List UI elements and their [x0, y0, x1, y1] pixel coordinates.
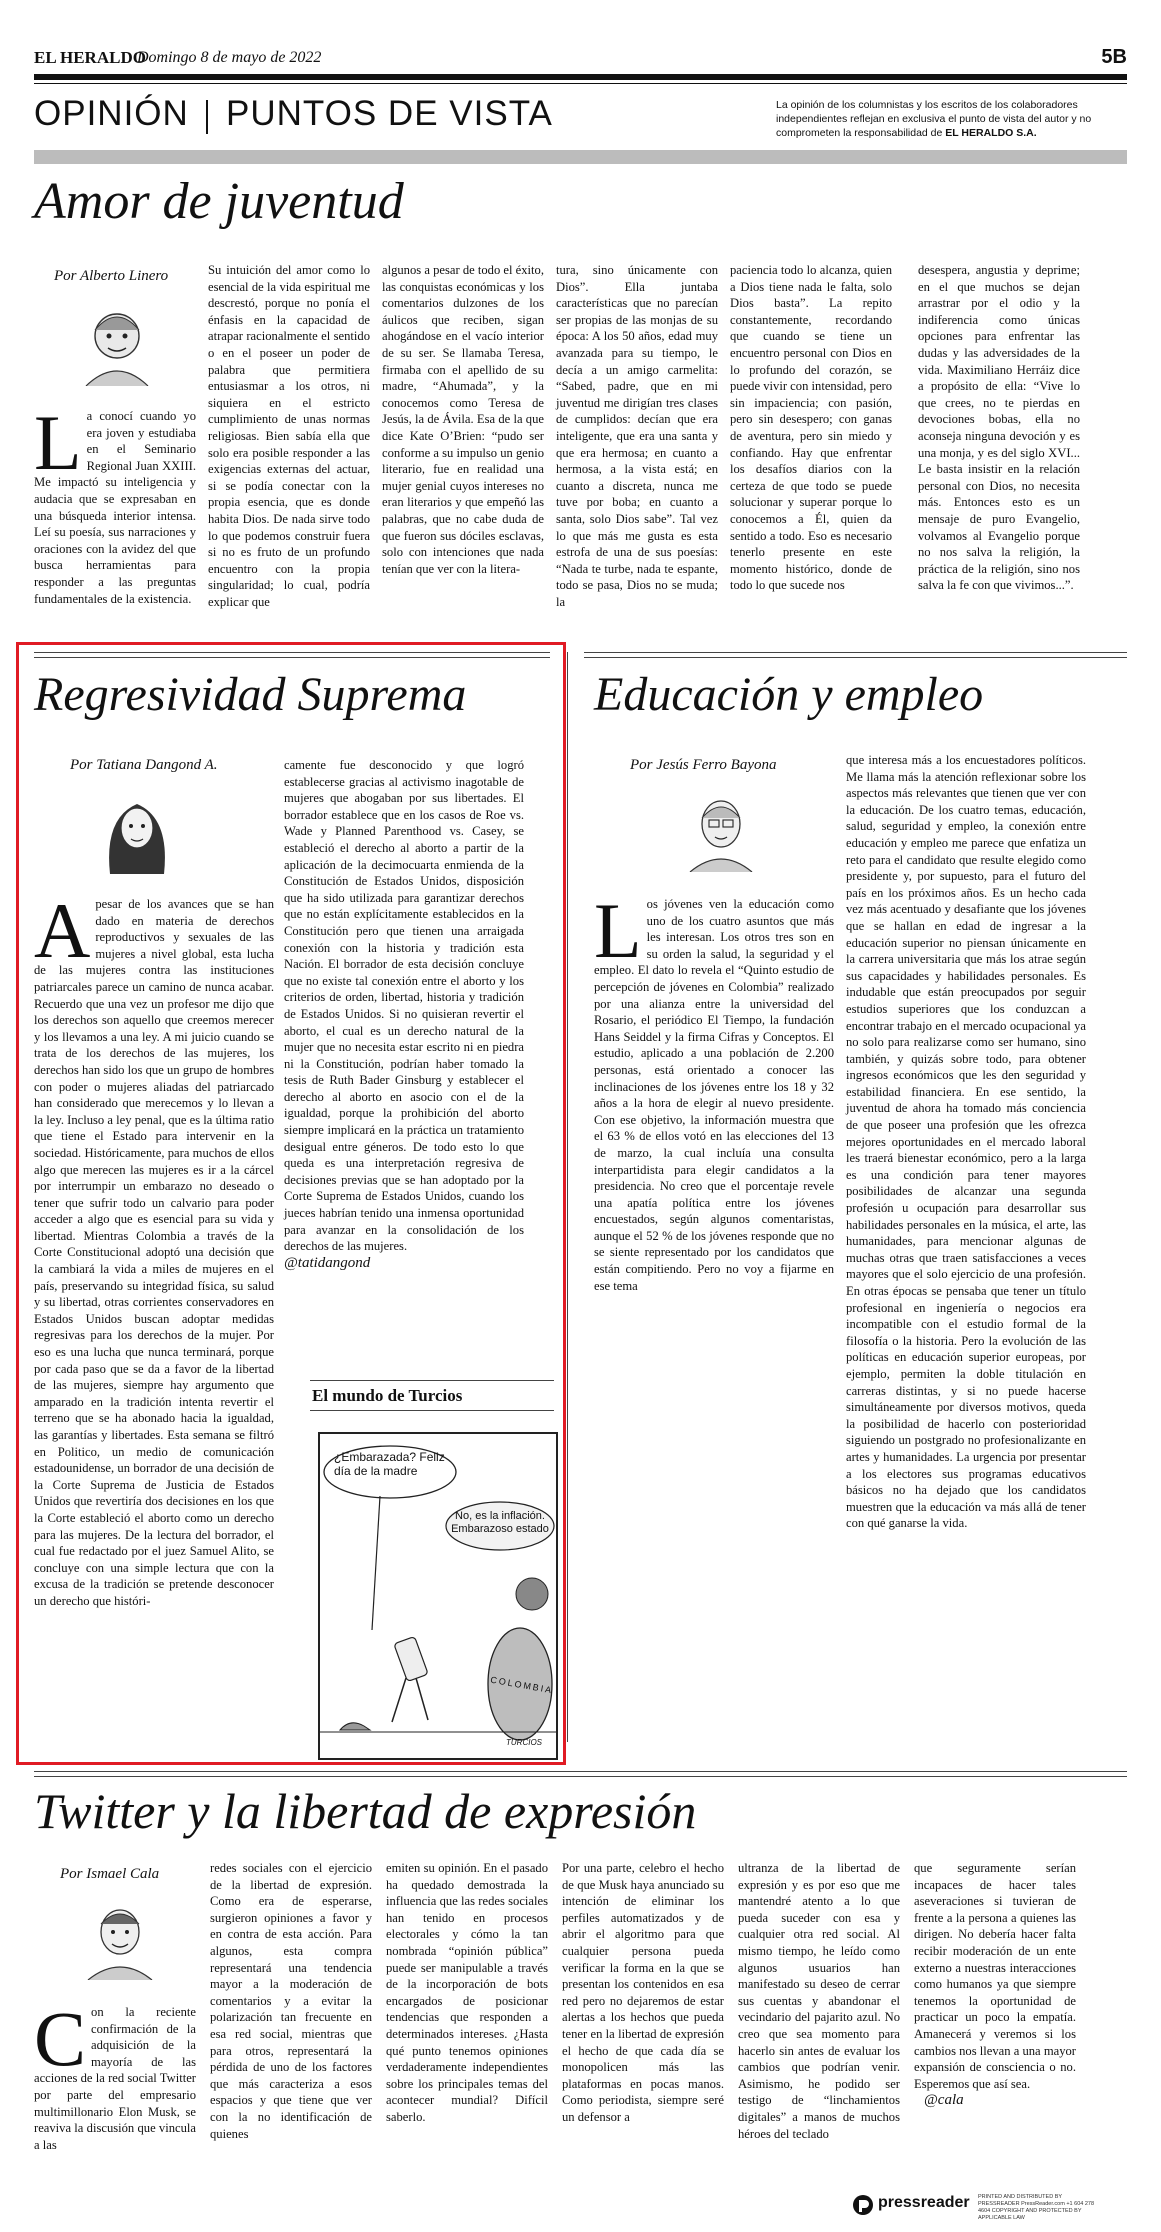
byline-regresividad: Por Tatiana Dangond A.: [70, 757, 218, 773]
twitter-col-3: emiten su opinión. En el pasado ha quedado demostrada la influencia que las redes sociales han tenido en procesos electorales y cómo la tan nombrada “opinión pública” puede ser manipulable a través de la incorporación de bots encargados de posicionar tendencias que responden a determinados intereses. ¿Hasta qué punto tenemos opiniones verdaderamente independientes sobre los principales temas del acontecer mundial? Difícil saberlo.: [386, 1861, 548, 2124]
amor-col-5: paciencia todo lo alcanza, quien a Dios tiene nada le falta, solo Dios basta”. La repito constantemente, recordando que cuando se tiene un encuentro personal con Dios en lo profundo del corazón, se puede vivir con intensidad, pero sin impaciencia; con pasión, pero sin desespero; con ganas de aventura, pero sin miedo y confiando. Hay que enfrentar los desafíos diarios con la certeza de que todo se puede solucionar y superar porque lo conocemos a Él, quien da sentido a todo. Eso es necesario tenerlo presente en este momento histórico, donde de todo lo que sucede nos: [730, 263, 892, 593]
dropcap-twitter: C: [34, 1995, 87, 2082]
twitter-col-1: C on la reciente confirmación de la adquisición de la mayoría de las acciones de la red social Twitter por parte del empresario multimillonario Elon Musk, se reaviva la discusión que vincula a las: [34, 1995, 196, 2152]
cartoon-bubble-2: No, es la inflación. Embarazoso estado: [451, 1510, 549, 1535]
author-portrait-ferro: [676, 782, 766, 872]
twitter-col-6: que seguramente serían incapaces de hacer tales aseveraciones si tuvieran de frente a la persona a quienes las dirigen. No debería hacer falta recibir moderación de un ente externo a nuestras interacciones como humanos ya que siempre tenemos la oportunidad de practicar un poco la empatía. Amanecerá y veremos si los cambios nos llevan a una mayor expansión de consciencia o no. Esperemos que así sea. @cala: [914, 1861, 1076, 2109]
twitter-handle-cala: @cala: [924, 2092, 964, 2109]
divider-rule: [584, 652, 1127, 653]
regresividad-col-2: camente fue desconocido y que logró establecerse gracias al activismo inagotable de mujeres que abogaban por sus libertades. El borrador establece que en los casos de Roe vs. Wade y Planned Parenthood vs. Casey, se estableció el derecho al aborto a partir de la aplicación de la decimocuarta enmienda de la Constitución de Estados Unidos, disposición que ha sido utilizada para garantizar derechos que no están explícitamente establecidos en la Constitución pero que tienen una arraigada conexión con la historia y tradición esta Nación. El borrador de esta decisión concluye que no existe tal conexión entre el aborto y los criterios de orden, libertad, historia y tradición de Estados Unidos. Si no quisieran revertir el aborto, el cual es un derecho natural de la mujer que no necesita estar escrito ni en piedra ni la Constitución, podrían haber tomado la tesis de Ruth Bader Ginsburg y establecer el derecho al aborto en asocio con el de la igualdad, porque la prohibición del aborto siempre implicará en la práctica un tratamiento desigual entre géneros. De todo esto lo que queda es una interpretación regresiva de decisiones previas que se han adoptado por la Corte Suprema de Estados Unidos, cuando los jueces habrían tenido una inmensa oportunidad para avanzar en la consolidación de los derechos de las mujeres. @tatidangond: [284, 758, 524, 1271]
twitter-col-2: redes sociales con el ejercicio de la libertad de expresión. Como era de esperarse, surgieron opiniones a favor y en contra de esta acción. Para algunos, esta compra representará una tendencia mayor a la moderación de comentarios y a evitar la polarización tan frecuente en esa red social, mientras que para otros, representará la pérdida de uno de los factores que más caracteriza a esos espacios y que tiene que ver con la no identificación de quienes: [210, 1861, 372, 2141]
amor-col-6: desespera, angustia y deprime; en el que muchos se dejan arrastrar por el odio y la indiferencia como únicas opciones para enfrentar las dudas y las adversidades de la vida. Maximiliano Herráiz dice a propósito de ella: “Vive lo que crees, no te pierdas en devociones bobas, ella no aconseja ninguna devoción y es una monja, y es del siglo XVI... Le basta insistir en la relación personal con Dios, no necesita más. Entonces esto es un mensaje de puro Evangelio, volvamos al Evangelio porque no nos salva la religión, la práctica de la religión, sino nos salva la fe con que vivimos...”.: [918, 263, 1080, 593]
section-bar: [34, 150, 1127, 164]
author-portrait-linero: [72, 296, 162, 386]
dropcap-educacion: L: [594, 887, 642, 974]
section-title: OPINIÓN: [34, 94, 189, 133]
page-number: 5B: [1101, 46, 1127, 68]
pressreader-logo: pressreader: [878, 2194, 970, 2211]
twitter-col-5: ultranza de la libertad de expresión y es por eso que me mantendré atento a lo que pueda suceder con esa y cualquier otra red social. Al mismo tiempo, he leído como algunos usuarios han manifestado su deseo de cerrar sus cuentas y abandonar el vecindario del pajarito azul. No creo que sea momento para hacerlo sin antes de evaluar los cambios que podrían venir. Asimismo, he podido ser testigo de “linchamientos digitales” a manos de muchos héroes del teclado: [738, 1861, 900, 2141]
issue-date: Domingo 8 de mayo de 2022: [137, 49, 322, 66]
section-separator: [206, 100, 208, 134]
headline-twitter: Twitter y la libertad de expresión: [34, 1783, 697, 1839]
amor-col-3: algunos a pesar de todo el éxito, las conquistas económicas y los comentarios dulzones de los áulicos que reciben, sigan ahogándose en el vacío interior de su ser. Se llamaba Teresa, firmaba con el apellido de su madre, “Ahumada”, y la conocemos como Teresa de Jesús, la de Ávila. Esa de la que dice Kate O’Brien: “pudo ser conforme a su impulso un genio literario, fue en realidad una mujer genial cuyos intereses no eran literarios y que empeñó las palabras, que no cabe duda de que fueron sus dóciles esclavas, solo con intenciones que nada tenían que ver con la litera-: [382, 263, 544, 576]
masthead-rule-thin: [34, 83, 1127, 84]
headline-regresividad: Regresividad Suprema: [34, 668, 467, 721]
educacion-col-2: que interesa más a los encuestadores políticos. Me llama más la atención reflexionar sobre los aspectos más relevantes que tienen que ver con la educación. De los cuatro temas, educación, salud, seguridad y empleo, la conexión entre educación y empleo me parece que enfatiza un reto para el candidato que resulte elegido como presidente y, por supuesto, para el futuro del país en los próximos años. Es un hecho cada vez más acentuado y desafiante que los jóvenes que se hallan en edad de ingresar a la educación superior no piensan únicamente en la carrera universitaria que más los atrae según sus capacidades y habilidades personales. Es indudable que están preocupados por seguir estudios superiores que los conduzcan a encontrar trabajo en el mercado ocupacional ya no solo para realizarse como ser humano, sino también, y quizás sobre todo, para obtener ingresos económicos que les den seguridad y estabilidad financiera. En ese sentido, la juventud de ahora ha tomado más conciencia de que poseer una profesión que les ofrezca mejores oportunidades en el mercado laboral les traerá bienestar económico, pero a la larga es una condición para tener mayores posibilidades de alcanzar una segunda profesión u ocupación para desarrollar sus habilidades personales en la música, el arte, las humanidades, para mencionar algunas de muchas otras que traen satisfacciones a veces mayores que el solo ejercicio de una profesión. En otras épocas se pensaba que tener un título profesional en ingeniería o negocios era incompatible con el estudio formal de la filosofía o la historia. Pero la evolución de las políticas en educación superior europeas, por ejemplo, permiten la doble titulación en carreras distintas, y si no puede hacerse simultáneamente por diversos motivos, queda la posibilidad de hacerlo con posterioridad siguiendo un postgrado no profesionalizante en artes y humanidades. La urgencia por presentar a los electores sus programas educativos básicos no ha dejado que los candidatos muestren que la educación va más allá de tener con qué ganarse la vida.: [846, 753, 1086, 1531]
paper-name: EL HERALDO: [34, 48, 146, 67]
regresividad-col-1: A pesar de los avances que se han dado en materia de derechos reproductivos y sexuales de las mujeres a nivel global, esta lucha de las mujeres contra las instituciones patriarcales parece un camino de nunca acabar. Recuerdo que una vez un profesor me dijo que los derechos son aquello que creemos merecer y los llevamos a una ley. A mi juicio cuando se trata de los derechos de las mujeres, los derechos han sido los que un grupo de hombres con poder o mujeres aliadas del patriarcado han considerado que merecemos y lo llevan a la ley. Incluso a ley penal, que es la última ratio que tiene el Estado para intervenir en la sociedad. Históricamente, para muchos de ellos algo que merecen las mujeres es ir a la cárcel por interrumpir un embarazo no deseado o tener que sufrir todo un calvario para poder acceder a algo que es esencial para su vida y libertad. Mientras Colombia a través de la Corte Constitucional adoptó una decisión que la cambiará la vida a miles de mujeres en el país, preservando su integridad física, su salud y su libertad, otras corrientes conservadores en Estados Unidos buscan adoptar medidas regresivas para los derechos de la mujer. Por eso es una lucha que nunca terminará, porque por cada paso que se da a favor de la libertad de las mujeres, siempre hay argumento que amparado en la tradición intenta revertir el terreno que se ha abonado hacia la igualdad, las garantías y libertades. Esta semana se filtró en Politico, un medio de comunicación estadounidense, un borrador de una decisión de la Corte Suprema de Justicia de Estados Unidos que revertiría dos decisiones en los que la Corte estableció el aborto como un derecho para las mujeres. De la lectura del borrador, el cual fue redactado por el juez Samuel Alito, se concluye con una simple lectura que con la excusa de la tradición se pretende desconocer un derecho que históri-: [34, 887, 274, 1608]
amor-col-4: tura, sino únicamente con Dios”. Ella juntaba características que no parecían ser propias de las monjas de su época: A los 50 años, edad muy avanzada para su tiempo, le decía a un amigo carmelita: “Sabed, padre, que en mi juventud me dirigían tres clases de cumplidos: decían que era inteligente, que era una santa y que era hermosa; en cuanto a hermosa, a la vista está; en cuanto a discreta, nunca me tuve por boba; en cuanto a santa, solo Dios sabe”. Tal vez lo que más me gusta es esta estrofa de una de sus poesías: “Nada te turbe, nada te espante, todo se pasa, Dios no se muda; la: [556, 263, 718, 609]
twitter-col-4: Por una parte, celebro el hecho de que Musk haya anunciado su intención de eliminar los perfiles automatizados y de abrir el algoritmo para que cualquier persona pueda verificar la forma en la que se presentan los contenidos en esa red pero no dejaremos de estar alertas a los hechos que pueda tener en la libertad de expresión el hecho de que cada día se monopolicen más las plataformas en pocas manos. Como periodista, siempre seré un defensor a: [562, 1861, 724, 2124]
section-subtitle: PUNTOS DE VISTA: [226, 94, 553, 133]
headline-educacion: Educación y empleo: [594, 668, 984, 721]
cartoon-bubble-1: ¿Embarazada? Feliz día de la madre: [334, 1450, 445, 1478]
author-portrait-cala: [76, 1892, 164, 1980]
byline-educacion: Por Jesús Ferro Bayona: [630, 757, 777, 773]
byline-twitter: Por Ismael Cala: [60, 1866, 160, 1882]
dropcap-amor: L: [34, 399, 82, 486]
highlight-rectangle: [16, 642, 566, 1765]
twitter-handle-dangond: @tatidangond: [284, 1254, 371, 1271]
pressreader-fine-print: PRINTED AND DISTRIBUTED BY PRESSREADER PressReader.com +1 604 278 4604 COPYRIGHT AND PROTECTED BY APPLICABLE LAW: [978, 2194, 1095, 2221]
divider-rule: [34, 1771, 1127, 1772]
dropcap-regresividad: A: [34, 887, 91, 974]
editorial-disclaimer: La opinión de los columnistas y los escritos de los colaboradores independientes reflejan en exclusiva el punto de vista del autor y no comprometen la responsabilidad de EL HERALDO S.A.: [776, 99, 1092, 140]
cartoon-title: El mundo de Turcios: [312, 1386, 463, 1405]
cartoon-belly-label: COLOMBIA: [489, 1674, 554, 1696]
byline-amor: Por Alberto Linero: [54, 268, 169, 284]
headline-amor: Amor de juventud: [34, 173, 404, 230]
pressreader-logo-icon: [852, 2194, 874, 2216]
educacion-col-1: L os jóvenes ven la educación como uno de los cuatro asuntos que más les interesan. Los otros tres son en su orden la salud, la seguridad y el empleo. El dato lo revela el “Quinto estudio de percepción de jóvenes en Colombia” realizado por una alianza entre la universidad del Rosario, el periódico El Tiempo, la fundación Hans Seiddel y la firma Cifras y Conceptos. El estudio, aplicado a una población de 2.200 personas, está orientado a conocer las inclinaciones de los jóvenes entre los 18 y 32 años a la hora de elegir al nuevo presidente. Con ese objetivo, la información muestra que el 63 % de ellos votó en las elecciones del 13 de marzo, la cual incluía una consulta interpartidista para elegir candidatos a la presidencia. No creo que el porcentaje revele una apatía política entre los jóvenes encuestados, según algunos comentaristas, aunque el 52 % de los jóvenes responde que no se siente representado por los candidatos que están compitiendo. Pero no voy a fijarme en ese tema: [594, 887, 834, 1293]
pressreader-footer: [852, 2192, 1132, 2221]
cartoonist-signature: TURCIOS: [506, 1738, 542, 1747]
masthead-rule: [34, 74, 1127, 80]
divider-rule: [584, 657, 1127, 658]
amor-col-2: Su intuición del amor como lo esencial de la vida espiritual me descrestó, porque no ponía el énfasis en la capacidad de atrapar racionalmente el sentido o en el poseer un poder de palabra que permitiera entusiasmar a los otros, ni siquiera en el estricto cumplimiento de unas normas religiosas. Bien sabía ella que solo era posible responder a las exigencias externas del actuar, si se podía conectar con la propia esencia, que es donde habita Dios. De nada sirve todo lo que podemos construir fuera si no es fruto de un profundo encuentro con la propia singularidad; lo cual, podría explicar que: [208, 263, 370, 609]
column-divider: [567, 652, 568, 1742]
divider-rule: [34, 1776, 1127, 1777]
amor-col-1: L a conocí cuando yo era joven y estudiaba en el Seminario Regional Juan XXIII. Me impactó su inteligencia y audacia que se expresaban en una búsqueda interior intensa. Leí su poesía, sus narraciones y oraciones con la avidez del que busca herramientas para responder a las preguntas fundamentales de la existencia.: [34, 399, 196, 606]
